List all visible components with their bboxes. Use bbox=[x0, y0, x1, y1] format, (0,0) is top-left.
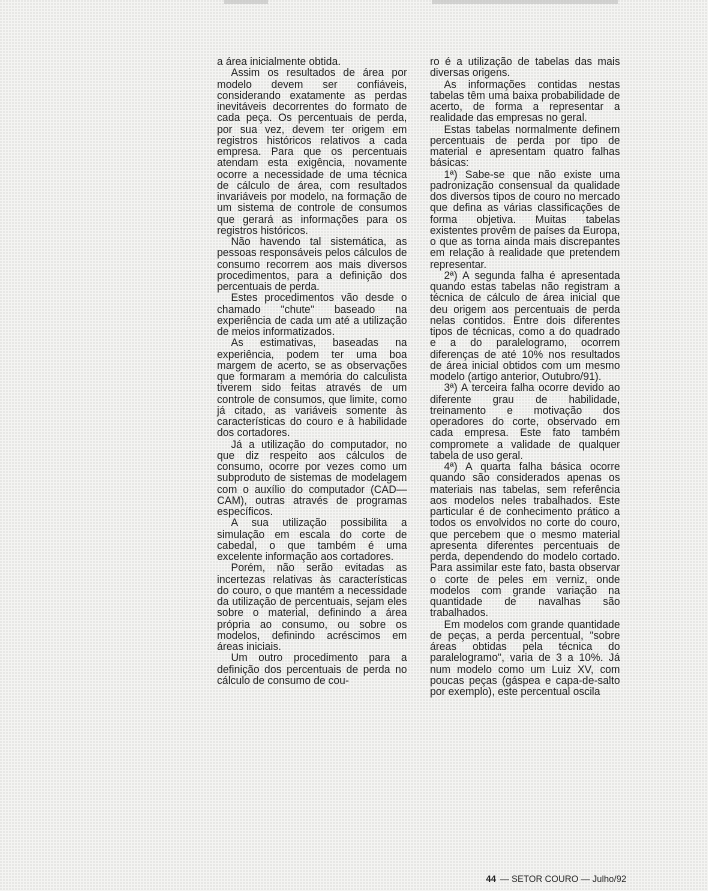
left-text-column bbox=[217, 57, 407, 687]
paragraph: Um outro procedimento para a definição dos percentuais de perda no cálculo de consumo de cou- bbox=[217, 652, 407, 687]
paragraph: 1ª) Sabe-se que não existe uma padronização consensual da qualidade dos diversos tipos de couro no mercado que defina as várias classificações de forma objetiva. Muitas tabelas existentes provêm de países da Europa, o que as torna ainda mais discrepantes em relação à realidade que pretendem representar. bbox=[430, 168, 620, 271]
paragraph: Assim os resultados de área por modelo devem ser confiáveis, considerando exatamente as perdas inevitáveis decorrentes do formato de cada peça. Os percentuais de perda, por sua vez, devem ter origem em registros históricos relativos a cada empresa. Para que os percentuais atendam esta exigência, novamente ocorre a necessidade de uma técnica de cálculo de área, com resultados invariáveis por modelo, na formação de um sistema de controle de consumos que gerará as informações para os registros históricos. bbox=[217, 67, 407, 237]
paragraph: Já a utilização do computador, no que diz respeito aos cálculos de consumo, ocorre por vezes como um subproduto de sistemas de modelagem com o auxílio do computador (CAD—CAM), outras através de programas específicos. bbox=[217, 438, 407, 518]
paragraph: A sua utilização possibilita a simulação em escala do corte de cabedal, o que também é uma excelente informação aos cortadores. bbox=[217, 517, 407, 563]
paragraph: Estes procedimentos vão desde o chamado "chute" baseado na experiência de cada um até a utilização de meios informatizados. bbox=[217, 292, 407, 338]
top-edge-fragments bbox=[0, 0, 708, 8]
paragraph: 3ª) A terceira falha ocorre devido ao diferente grau de habilidade, treinamento e motivação dos operadores do corte, observado em cada empresa. Este fato também compromete a validade de qualquer tabela de uso geral. bbox=[430, 382, 620, 462]
page-footer bbox=[486, 874, 656, 885]
page-number: 44 bbox=[486, 874, 497, 884]
cropped-text-fragment bbox=[432, 0, 618, 4]
paragraph: As estimativas, baseadas na experiência, podem ter uma boa margem de acerto, se as observações que formaram a memória do calculista tiverem sido feitas através de um controle de consumos, que limite, como já citado, as variáveis somente às características do couro e à habilidade dos cortadores. bbox=[217, 337, 407, 440]
paragraph: Estas tabelas normalmente definem percentuais de perda por tipo de material e apresentam quatro falhas básicas: bbox=[430, 123, 620, 170]
paragraph: As informações contidas nestas tabelas têm uma baixa probabilidade de acerto, de forma a representar a realidade das empresas no geral. bbox=[430, 78, 620, 125]
footer-text: — SETOR COURO — Julho/92 bbox=[500, 874, 627, 884]
paragraph: 2ª) A segunda falha é apresentada quando estas tabelas não registram a técnica de cálculo de área inicial que deu origem aos percentuais de perda nelas contidos. Entre dois diferentes tipos de técnicas, como a do quadrado e a do paralelogramo, ocorrem diferenças de até 10% nos resultados de área inicial obtidos com um mesmo modelo (artigo anterior, Outubro/91). bbox=[430, 269, 620, 383]
paragraph: a área inicialmente obtida. bbox=[217, 56, 341, 68]
right-text-column bbox=[430, 57, 620, 698]
cropped-text-fragment bbox=[224, 0, 268, 4]
paragraph: 4ª) A quarta falha básica ocorre quando são considerados apenas os materiais nas tabelas, sem referência aos modelos neles trabalhados. Este particular é de conhecimento prático a todos os envolvidos no corte do couro, que percebem que o mesmo material apresenta diferentes percentuais de perda, dependendo do modelo cortado. Para assimilar este fato, basta observar o corte de peles em verniz, onde modelos com grande variação na quantidade de navalhas são trabalhados. bbox=[430, 461, 620, 620]
paragraph: Não havendo tal sistemática, as pessoas responsáveis pelos cálculos de consumo recorrem aos mais diversos procedimentos, para a definição dos percentuais de perda. bbox=[217, 236, 407, 293]
paragraph: ro é a utilização de tabelas das mais diversas origens. bbox=[430, 56, 620, 80]
paragraph: Porém, não serão evitadas as incertezas relativas às características do couro, o que mantém a necessidade da utilização de percentuais, sejam eles sobre o material, definindo a área própria ao consumo, ou sobre os modelos, definindo acréscimos em áreas iniciais. bbox=[217, 562, 407, 653]
paragraph: Em modelos com grande quantidade de peças, a perda percentual, "sobre áreas obtidas pela técnica do paralelogramo", varia de 3 a 10%. Já num modelo como um Luiz XV, com poucas peças (gáspea e capa-de-salto por exemplo), este percentual oscila bbox=[430, 618, 620, 698]
